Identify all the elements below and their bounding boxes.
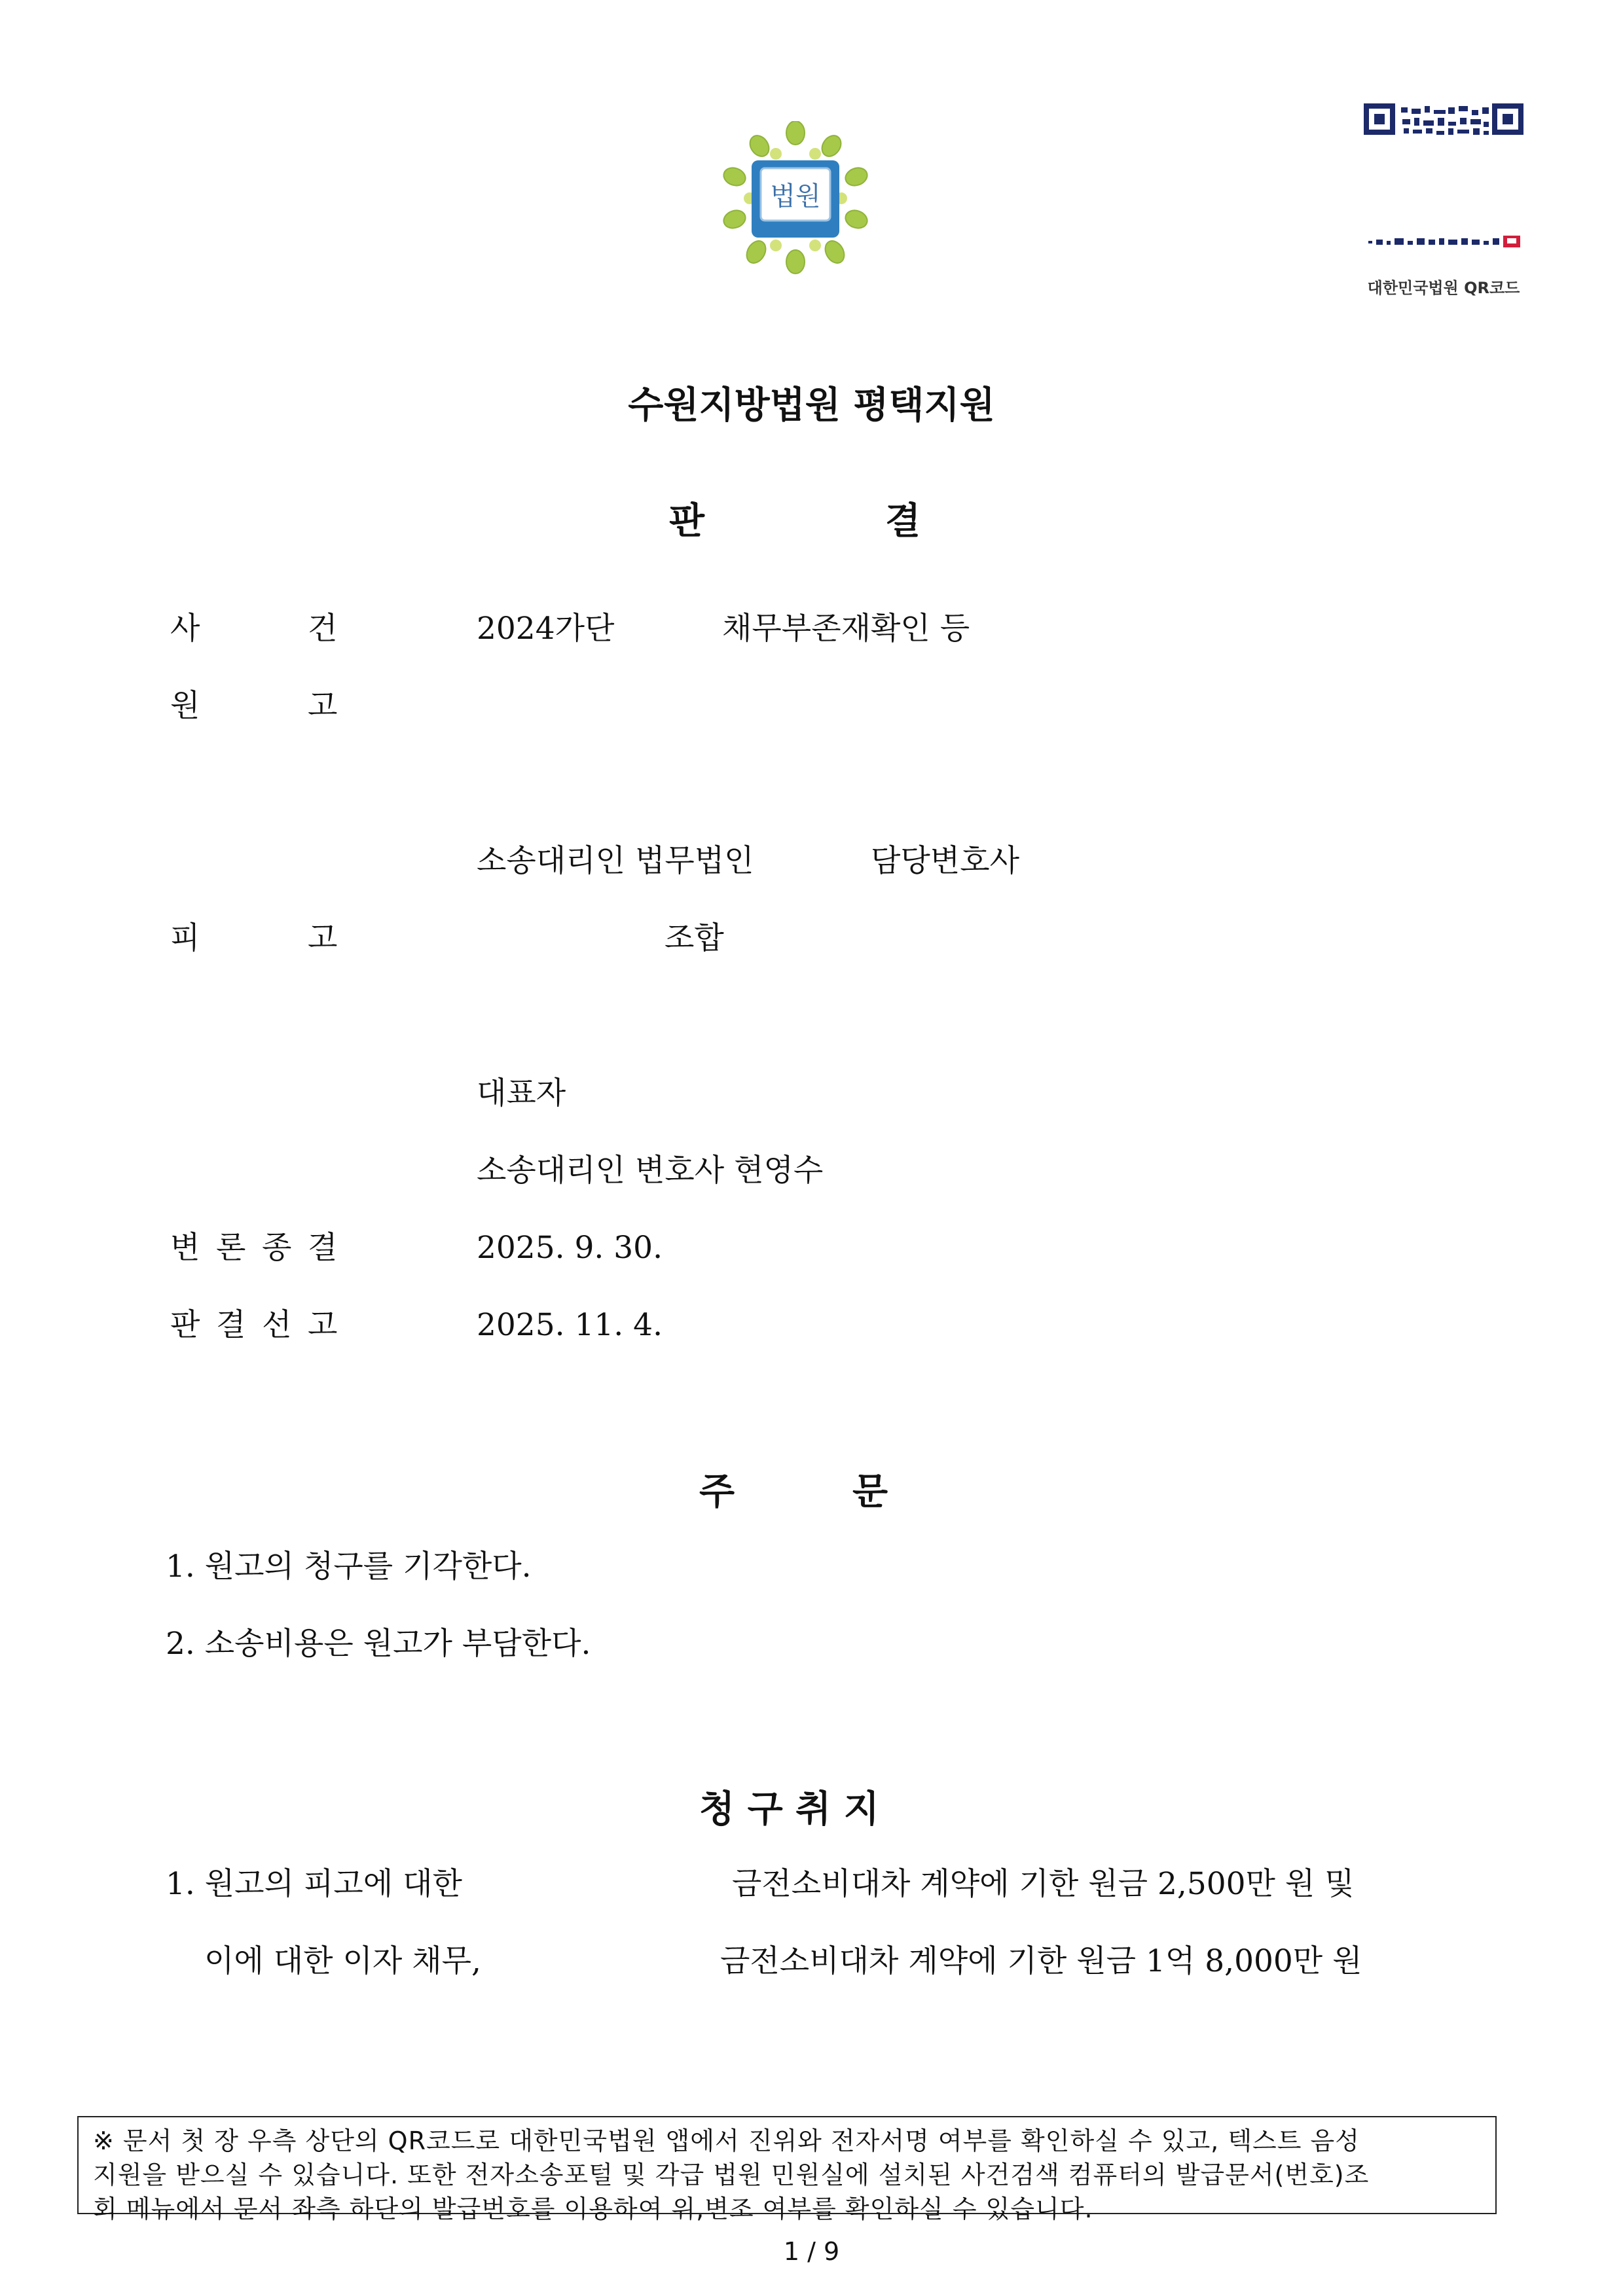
notice-line-2: 지원을 받으실 수 있습니다. 또한 전자소송포털 및 각급 법원 민원실에 설치된 사건검색 컴퓨터의 발급문서(번호)조 [93, 2161, 1370, 2189]
claim-heading: 청 구 취 지 [699, 1788, 879, 1831]
plaintiff-counsel-a: 소송대리인 법무법인 [477, 843, 754, 879]
hearing-label-2: 론 [216, 1230, 246, 1266]
plaintiff-label-2: 고 [308, 688, 338, 724]
notice-line-3: 회 메뉴에서 문서 좌측 하단의 발급번호를 이용하여 위,변조 여부를 확인하실 수 있습니다. [93, 2195, 1093, 2223]
claim-line2-b: 금전소비대차 계약에 기한 원금 1억 8,000만 원 [720, 1943, 1362, 1979]
defendant-label-1: 피 [170, 920, 200, 956]
hearing-label-3: 종 [262, 1230, 292, 1266]
qr-label: 대한민국법원 QR코드 [1367, 279, 1520, 297]
claim-line1-b: 금전소비대차 계약에 기한 원금 2,500만 원 및 [732, 1866, 1355, 1902]
judgment-label-1: 판 [170, 1307, 200, 1343]
court-emblem-icon [720, 121, 871, 275]
judgment-label-3: 선 [262, 1307, 292, 1343]
order-item-2: 2. 소송비용은 원고가 부담한다. [166, 1626, 591, 1662]
hearing-date: 2025. 9. 30. [477, 1230, 663, 1266]
verification-notice [77, 2116, 1497, 2223]
case-label-2: 건 [308, 611, 338, 647]
defendant-name: 조합 [665, 920, 724, 956]
qr-code-icon [1349, 85, 1539, 281]
judgment-date: 2025. 11. 4. [477, 1307, 663, 1343]
plaintiff-counsel-b: 담당변호사 [871, 843, 1020, 879]
doc-title-char-1: 판 [669, 500, 705, 543]
page-number: 1 / 9 [783, 2237, 840, 2266]
judgment-label-2: 결 [216, 1307, 246, 1343]
plaintiff-label-1: 원 [170, 688, 200, 724]
doc-title-char-2: 결 [885, 500, 921, 543]
order-heading-char-2: 문 [852, 1471, 888, 1513]
emblem-label: 법원 [770, 181, 821, 211]
court-name: 수원지방법원 평택지원 [628, 384, 995, 427]
defendant-label-2: 고 [308, 920, 338, 956]
defendant-counsel: 소송대리인 변호사 현영수 [477, 1153, 824, 1189]
judgment-label-4: 고 [308, 1307, 338, 1343]
order-heading-char-1: 주 [699, 1471, 735, 1513]
case-number: 2024가단 [477, 611, 615, 647]
hearing-label-4: 결 [308, 1230, 338, 1266]
order-item-1: 1. 원고의 청구를 기각한다. [166, 1549, 532, 1585]
claim-line1-a: 1. 원고의 피고에 대한 [166, 1866, 462, 1902]
case-label-1: 사 [170, 611, 200, 647]
case-name: 채무부존재확인 등 [722, 611, 970, 647]
notice-line-1: ※ 문서 첫 장 우측 상단의 QR코드로 대한민국법원 앱에서 진위와 전자서명 여부를 확인하실 수 있고, 텍스트 음성 [93, 2126, 1360, 2155]
hearing-label-1: 변 [170, 1230, 200, 1266]
claim-line2-a: 이에 대한 이자 채무, [204, 1943, 481, 1979]
representative: 대표자 [477, 1075, 566, 1111]
